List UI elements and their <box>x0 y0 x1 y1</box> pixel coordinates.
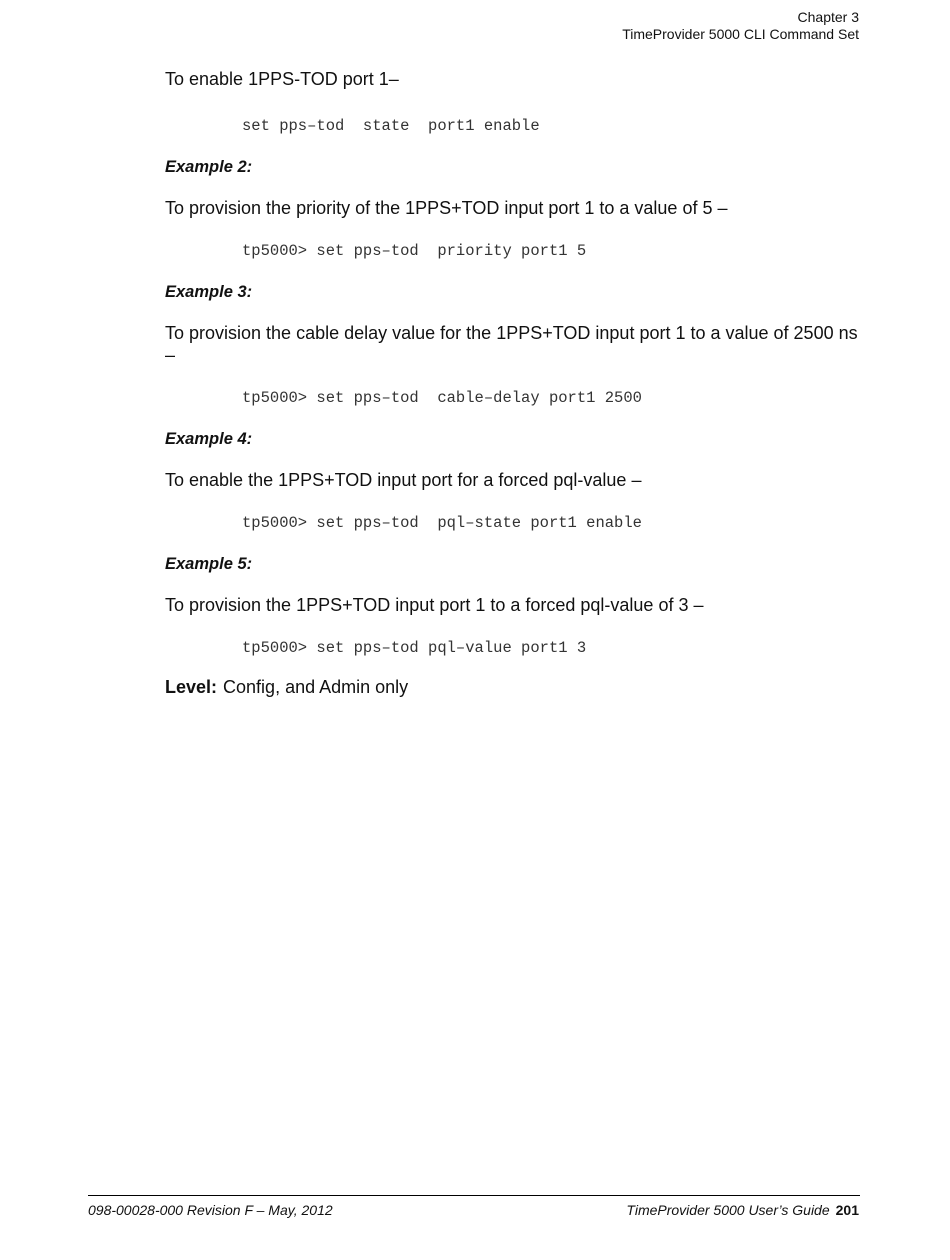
intro-text: To enable 1PPS-TOD port 1– <box>165 69 399 89</box>
code-line: tp5000> set pps–tod cable–delay port1 2500 <box>242 389 642 407</box>
footer-guide <box>626 1202 859 1218</box>
page-number: 201 <box>835 1202 859 1218</box>
example-text: To provision the cable delay value for the 1PPS+TOD input port 1 to a value of 2500 ns – <box>165 323 858 365</box>
example-text: To provision the priority of the 1PPS+TOD input port 1 to a value of 5 – <box>165 198 728 218</box>
example-text: To provision the 1PPS+TOD input port 1 to a forced pql-value of 3 – <box>165 595 704 615</box>
example-text: To enable the 1PPS+TOD input port for a forced pql-value – <box>165 470 642 490</box>
example-heading: Example 4: <box>165 430 253 448</box>
chapter-label: Chapter 3 <box>797 9 859 25</box>
example-heading: Example 3: <box>165 283 253 301</box>
level-value: Config, and Admin only <box>223 677 409 697</box>
code-line: set pps–tod state port1 enable <box>242 117 540 135</box>
level-label: Level: <box>165 677 218 697</box>
footer-doc-id: 098-00028-000 Revision F – May, 2012 <box>88 1202 333 1218</box>
section-title: TimeProvider 5000 CLI Command Set <box>622 26 859 42</box>
footer-guide-title: TimeProvider 5000 User’s Guide <box>626 1202 830 1218</box>
code-line: tp5000> set pps–tod priority port1 5 <box>242 242 587 260</box>
code-line: tp5000> set pps–tod pql–value port1 3 <box>242 639 587 657</box>
code-line: tp5000> set pps–tod pql–state port1 enable <box>242 514 642 532</box>
example-heading: Example 2: <box>165 158 253 176</box>
page-header <box>622 9 859 43</box>
footer-divider <box>88 1195 860 1196</box>
level-line <box>165 676 865 698</box>
example-heading: Example 5: <box>165 555 253 573</box>
page-body <box>165 68 865 698</box>
